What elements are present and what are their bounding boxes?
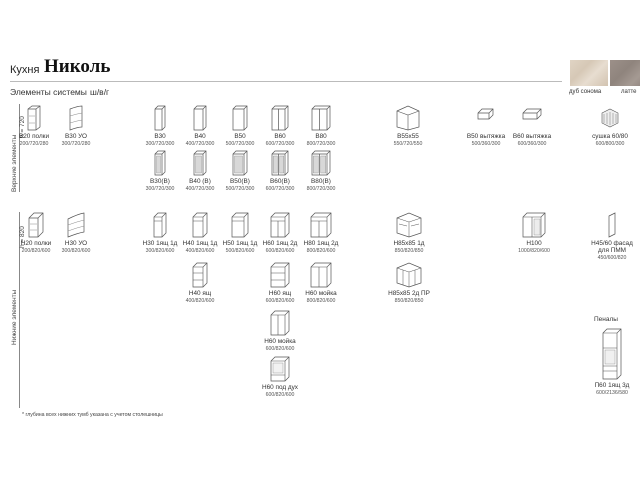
corner-wall-cabinet-icon <box>396 105 420 131</box>
base-corner-icon <box>396 212 422 238</box>
item-label: В30 <box>154 133 166 140</box>
item-dims: 600/720/300 <box>265 186 295 193</box>
wall-cabinet-icon <box>232 105 248 131</box>
item-label: Н60 мойка <box>264 338 296 345</box>
item-label: В50 вытяжка <box>466 133 506 140</box>
item-dims: 800/720/300 <box>306 141 336 148</box>
page-title: Николь <box>44 56 111 77</box>
catalog-item <box>387 105 429 148</box>
item-label: В20 полки <box>18 133 50 140</box>
hood-cabinet-icon <box>521 105 543 131</box>
wall-cabinet-icon <box>154 105 166 131</box>
item-label: Н50 1ящ 1д <box>222 240 258 247</box>
item-dims: 500/360/300 <box>471 141 501 148</box>
wall-cabinet-icon <box>193 105 207 131</box>
sink-cabinet-icon <box>310 262 332 288</box>
base-drawer-door-icon <box>192 212 208 238</box>
catalog-item <box>512 212 556 255</box>
catalog-item <box>300 262 342 305</box>
base-wide-cabinet-icon <box>522 212 546 238</box>
catalog-item <box>588 328 636 397</box>
item-dims: 600/820/600 <box>265 248 295 255</box>
catalog-item <box>220 105 260 148</box>
catalog-item <box>56 105 96 148</box>
item-label: Н45/60 фасад для ПММ <box>591 240 633 255</box>
catalog-item <box>56 212 96 255</box>
item-dims: 800/820/600 <box>306 298 336 305</box>
item-label: В50(В) <box>230 178 250 185</box>
item-dims: 600/360/300 <box>517 141 547 148</box>
item-dims: 200/820/600 <box>21 248 51 255</box>
catalog-item <box>258 356 302 399</box>
base-corner-end-icon <box>66 212 86 238</box>
item-label: Н40 1ящ 1д <box>182 240 218 247</box>
item-label: П60 1ящ 3д <box>594 382 630 389</box>
upper-section-label: Верхние элементы <box>11 134 18 192</box>
item-label: Н30 УО <box>64 240 88 247</box>
dimension-units: ш/в/г <box>90 87 110 97</box>
catalog-item <box>220 212 260 255</box>
corner-end-cabinet-icon <box>68 105 84 131</box>
item-dims: 600/720/300 <box>265 141 295 148</box>
item-label: Н40 ящ <box>188 290 212 297</box>
base-drawer-door-icon <box>153 212 167 238</box>
item-label: Н80 1ящ 2д <box>303 240 339 247</box>
catalog-item <box>180 150 220 193</box>
base-drawer-double-icon <box>270 212 290 238</box>
color-swatch-sonoma <box>570 60 608 86</box>
glass-double-cabinet-icon <box>271 150 289 176</box>
base-drawers-icon <box>270 262 290 288</box>
catalog-item <box>260 212 300 255</box>
catalog-item <box>260 150 300 193</box>
item-dims: 500/720/300 <box>225 186 255 193</box>
item-label: сушка 60/80 <box>592 133 628 140</box>
item-dims: 1000/820/600 <box>518 248 550 255</box>
item-dims: 300/820/600 <box>145 248 175 255</box>
catalog-item <box>140 212 180 255</box>
catalog-item <box>300 105 342 148</box>
item-label: В30(В) <box>150 178 170 185</box>
double-wall-cabinet-icon <box>271 105 289 131</box>
item-dims: 600/820/600 <box>265 346 295 353</box>
upper-height-label: h = 720 <box>19 116 26 138</box>
swatch-label-sonoma: дуб сонома <box>569 89 602 95</box>
catalog-item <box>16 212 56 255</box>
item-label: Н100 <box>526 240 542 247</box>
catalog-item <box>180 212 220 255</box>
catalog-item <box>388 212 430 255</box>
dish-drainer-icon <box>600 105 620 131</box>
item-dims: 600/820/600 <box>265 298 295 305</box>
tall-shelf-cabinet-icon <box>27 105 41 131</box>
glass-wall-cabinet-icon <box>193 150 207 176</box>
tall-pantry-cabinet-icon <box>602 328 622 380</box>
catalog-item <box>180 105 220 148</box>
item-label: Н20 полки <box>20 240 52 247</box>
swatch-label-latte: латте <box>621 89 637 95</box>
hood-cabinet-icon <box>476 105 496 131</box>
item-dims: 450/600/820 <box>597 254 627 261</box>
oven-cabinet-icon <box>270 356 290 382</box>
catalog-item <box>260 310 300 353</box>
item-label: Н60 1ящ 2д <box>262 240 298 247</box>
base-drawer-double-icon <box>310 212 332 238</box>
item-dims: 400/820/600 <box>185 248 215 255</box>
item-dims: 600/820/600 <box>265 392 295 399</box>
catalog-item <box>588 212 636 261</box>
lower-section-label: Нижние элементы <box>11 289 18 345</box>
item-dims: 200/720/280 <box>19 141 49 148</box>
catalog-item <box>386 262 432 305</box>
item-label: В40 <box>194 133 206 140</box>
footnote: * глубина всех нижних тумб указана с учетом столешницы <box>22 412 163 418</box>
base-corner-icon <box>396 262 422 288</box>
item-label: В60 <box>274 133 286 140</box>
item-label: В80 <box>315 133 327 140</box>
catalog-item <box>140 150 180 193</box>
item-dims: 400/720/300 <box>185 141 215 148</box>
item-label: В30 УО <box>65 133 87 140</box>
catalog-item <box>300 150 342 193</box>
item-label: Н30 1ящ 1д <box>142 240 178 247</box>
base-shelf-cabinet-icon <box>28 212 44 238</box>
glass-double-cabinet-icon <box>311 150 331 176</box>
item-label: Н60 мойка <box>305 290 337 297</box>
item-label: В55х55 <box>397 133 419 140</box>
catalog-item <box>464 105 508 148</box>
item-dims: 400/720/300 <box>185 186 215 193</box>
item-dims: 300/720/300 <box>145 141 175 148</box>
item-dims: 600/2136/580 <box>596 390 628 397</box>
base-drawers-icon <box>192 262 208 288</box>
item-label: Н60 под дух <box>262 384 298 391</box>
item-label: В60 вытяжка <box>512 133 552 140</box>
item-label: Н85х85 1д <box>393 240 425 247</box>
sink-cabinet-icon <box>270 310 290 336</box>
catalog-item <box>140 105 180 148</box>
item-dims: 500/720/300 <box>225 141 255 148</box>
item-dims: 800/820/600 <box>306 248 336 255</box>
catalog-item <box>16 105 52 148</box>
item-label: Н60 ящ <box>268 290 292 297</box>
page-subtitle: Элементы системы <box>10 87 87 97</box>
catalog-item <box>588 105 632 148</box>
item-dims: 600/800/300 <box>595 141 625 148</box>
item-label: Н85х85 2д ПР <box>388 290 430 297</box>
color-swatch-latte <box>610 60 640 86</box>
dishwasher-facade-icon <box>607 212 617 238</box>
item-dims: 300/820/600 <box>61 248 91 255</box>
catalog-item <box>220 150 260 193</box>
item-dims: 850/820/850 <box>394 298 424 305</box>
title-divider <box>10 81 562 82</box>
page-title-prefix: Кухня <box>10 64 40 76</box>
item-dims: 550/720/550 <box>393 141 423 148</box>
item-label: В80(В) <box>311 178 331 185</box>
base-drawer-door-icon <box>231 212 249 238</box>
catalog-item <box>180 262 220 305</box>
double-wall-cabinet-icon <box>311 105 331 131</box>
item-dims: 500/820/600 <box>225 248 255 255</box>
item-dims: 300/720/300 <box>145 186 175 193</box>
catalog-item <box>260 262 300 305</box>
item-dims: 800/720/300 <box>306 186 336 193</box>
item-label: В60(В) <box>270 178 290 185</box>
catalog-item <box>510 105 554 148</box>
item-dims: 400/820/600 <box>185 298 215 305</box>
item-dims: 850/820/850 <box>394 248 424 255</box>
tall-section-heading: Пеналы <box>594 316 618 323</box>
catalog-item <box>300 212 342 255</box>
glass-wall-cabinet-icon <box>232 150 248 176</box>
glass-wall-cabinet-icon <box>154 150 166 176</box>
item-dims: 300/720/280 <box>61 141 91 148</box>
item-label: В40 (В) <box>189 178 211 185</box>
item-label: В50 <box>234 133 246 140</box>
catalog-item <box>260 105 300 148</box>
lower-height-label: h = 820 <box>19 226 26 248</box>
